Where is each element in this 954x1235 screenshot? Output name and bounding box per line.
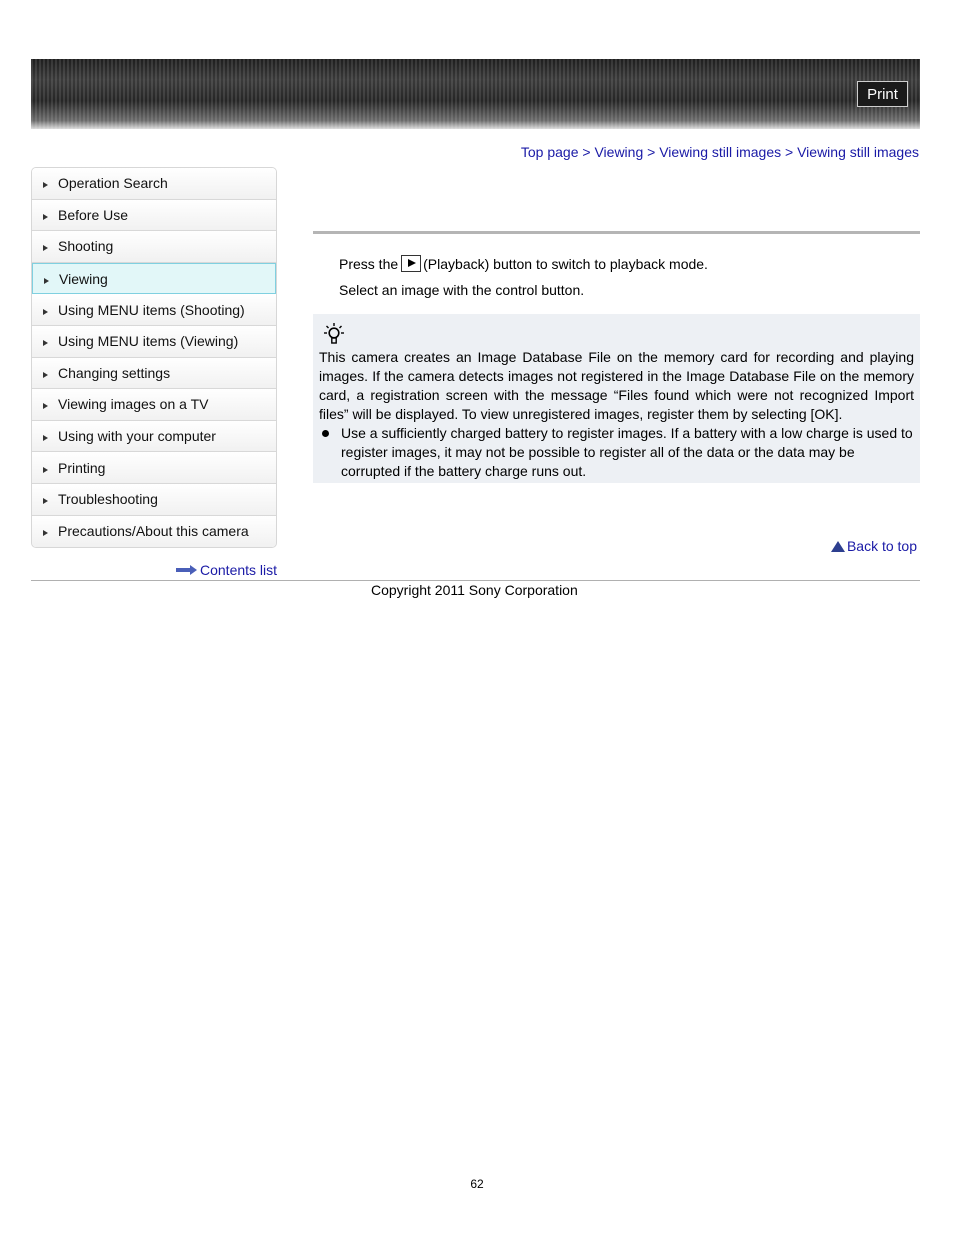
- up-triangle-icon: [831, 541, 845, 552]
- print-button[interactable]: Print: [857, 81, 908, 107]
- triangle-right-icon: [43, 372, 48, 378]
- triangle-right-icon: [43, 182, 48, 188]
- title-divider: [313, 231, 920, 234]
- triangle-right-icon: [44, 278, 49, 284]
- sidebar-nav: [31, 167, 277, 548]
- page-number: 62: [470, 1177, 484, 1191]
- light-bulb-icon: [323, 322, 345, 346]
- step-1: [339, 255, 708, 272]
- step-2-text: Select an image with the control button.: [339, 282, 585, 298]
- breadcrumb-viewing[interactable]: Viewing: [594, 144, 644, 160]
- triangle-right-icon: [43, 530, 48, 536]
- triangle-right-icon: [43, 467, 48, 473]
- step-2: [339, 282, 584, 298]
- step-1-prefix: Press the: [339, 255, 399, 272]
- sidebar-item-troubleshooting[interactable]: [32, 484, 276, 516]
- breadcrumb: [521, 144, 919, 160]
- sidebar-item-label: Operation Search: [58, 175, 168, 192]
- sidebar-item-label: Precautions/About this camera: [58, 523, 249, 540]
- breadcrumb-top-page[interactable]: Top page: [520, 144, 579, 160]
- hint-box: [313, 314, 920, 483]
- sidebar-item-menu-shooting[interactable]: [32, 294, 276, 326]
- sidebar-item-label: Viewing images on a TV: [58, 396, 209, 413]
- sidebar-item-viewing[interactable]: [32, 263, 276, 295]
- copyright-text: Copyright 2011 Sony Corporation: [371, 582, 578, 598]
- sidebar-item-operation-search[interactable]: [32, 168, 276, 200]
- sidebar-item-label: Printing: [58, 459, 106, 476]
- hint-bullet-text: Use a sufficiently charged battery to register images. If a battery with a low charge is used to register images, it may not be possible to register all of the data or the data may be corrupted if the battery charge runs out.: [341, 425, 913, 479]
- sidebar-item-menu-viewing[interactable]: [32, 326, 276, 358]
- back-to-top-label: Back to top: [846, 538, 917, 554]
- bullet-dot-icon: [322, 430, 329, 437]
- arrow-right-icon: [176, 565, 198, 575]
- triangle-right-icon: [43, 245, 48, 251]
- sidebar-item-viewing-on-tv[interactable]: [32, 389, 276, 421]
- breadcrumb-current-page[interactable]: Viewing still images: [797, 144, 919, 160]
- sidebar-item-label: Before Use: [58, 206, 129, 223]
- step-1-suffix: (Playback) button to switch to playback mode.: [423, 255, 708, 272]
- triangle-right-icon: [43, 435, 48, 441]
- back-to-top-link[interactable]: [831, 538, 917, 554]
- contents-list-link[interactable]: [176, 562, 277, 578]
- sidebar-item-label: Changing settings: [58, 364, 171, 381]
- triangle-right-icon: [43, 340, 48, 346]
- triangle-right-icon: [43, 309, 48, 315]
- playback-button-icon: [401, 255, 421, 272]
- breadcrumb-separator: >: [582, 144, 591, 160]
- sidebar-item-before-use[interactable]: [32, 200, 276, 232]
- sidebar-item-changing-settings[interactable]: [32, 358, 276, 390]
- sidebar-item-label: Using MENU items (Shooting): [58, 301, 245, 318]
- footer-divider: [31, 580, 920, 581]
- sidebar-item-label: Troubleshooting: [58, 491, 158, 508]
- breadcrumb-separator: >: [785, 144, 794, 160]
- sidebar-item-label: Using MENU items (Viewing): [58, 333, 239, 350]
- sidebar-item-label: Viewing: [59, 270, 108, 287]
- sidebar-item-label: Using with your computer: [58, 428, 216, 445]
- header-banner: [31, 59, 920, 129]
- triangle-right-icon: [43, 214, 48, 220]
- breadcrumb-separator: >: [647, 144, 656, 160]
- sidebar-item-using-computer[interactable]: [32, 421, 276, 453]
- sidebar-item-printing[interactable]: [32, 452, 276, 484]
- breadcrumb-viewing-still-images[interactable]: Viewing still images: [659, 144, 782, 160]
- sidebar-item-label: Shooting: [58, 238, 114, 255]
- triangle-right-icon: [43, 403, 48, 409]
- sidebar-item-precautions[interactable]: [32, 516, 276, 548]
- hint-text: This camera creates an Image Database File on the memory card for recording and playing images. If the camera detects images not registered in the Image Database File on the memory card, a registration screen with the message “Files found which were not recognized Import files” will be displayed. To view unregistered images, register them by selecting [OK].: [319, 349, 914, 422]
- sidebar-item-shooting[interactable]: [32, 231, 276, 263]
- contents-list-label: Contents list: [200, 562, 278, 578]
- triangle-right-icon: [43, 498, 48, 504]
- hint-bullet-item: [319, 424, 914, 481]
